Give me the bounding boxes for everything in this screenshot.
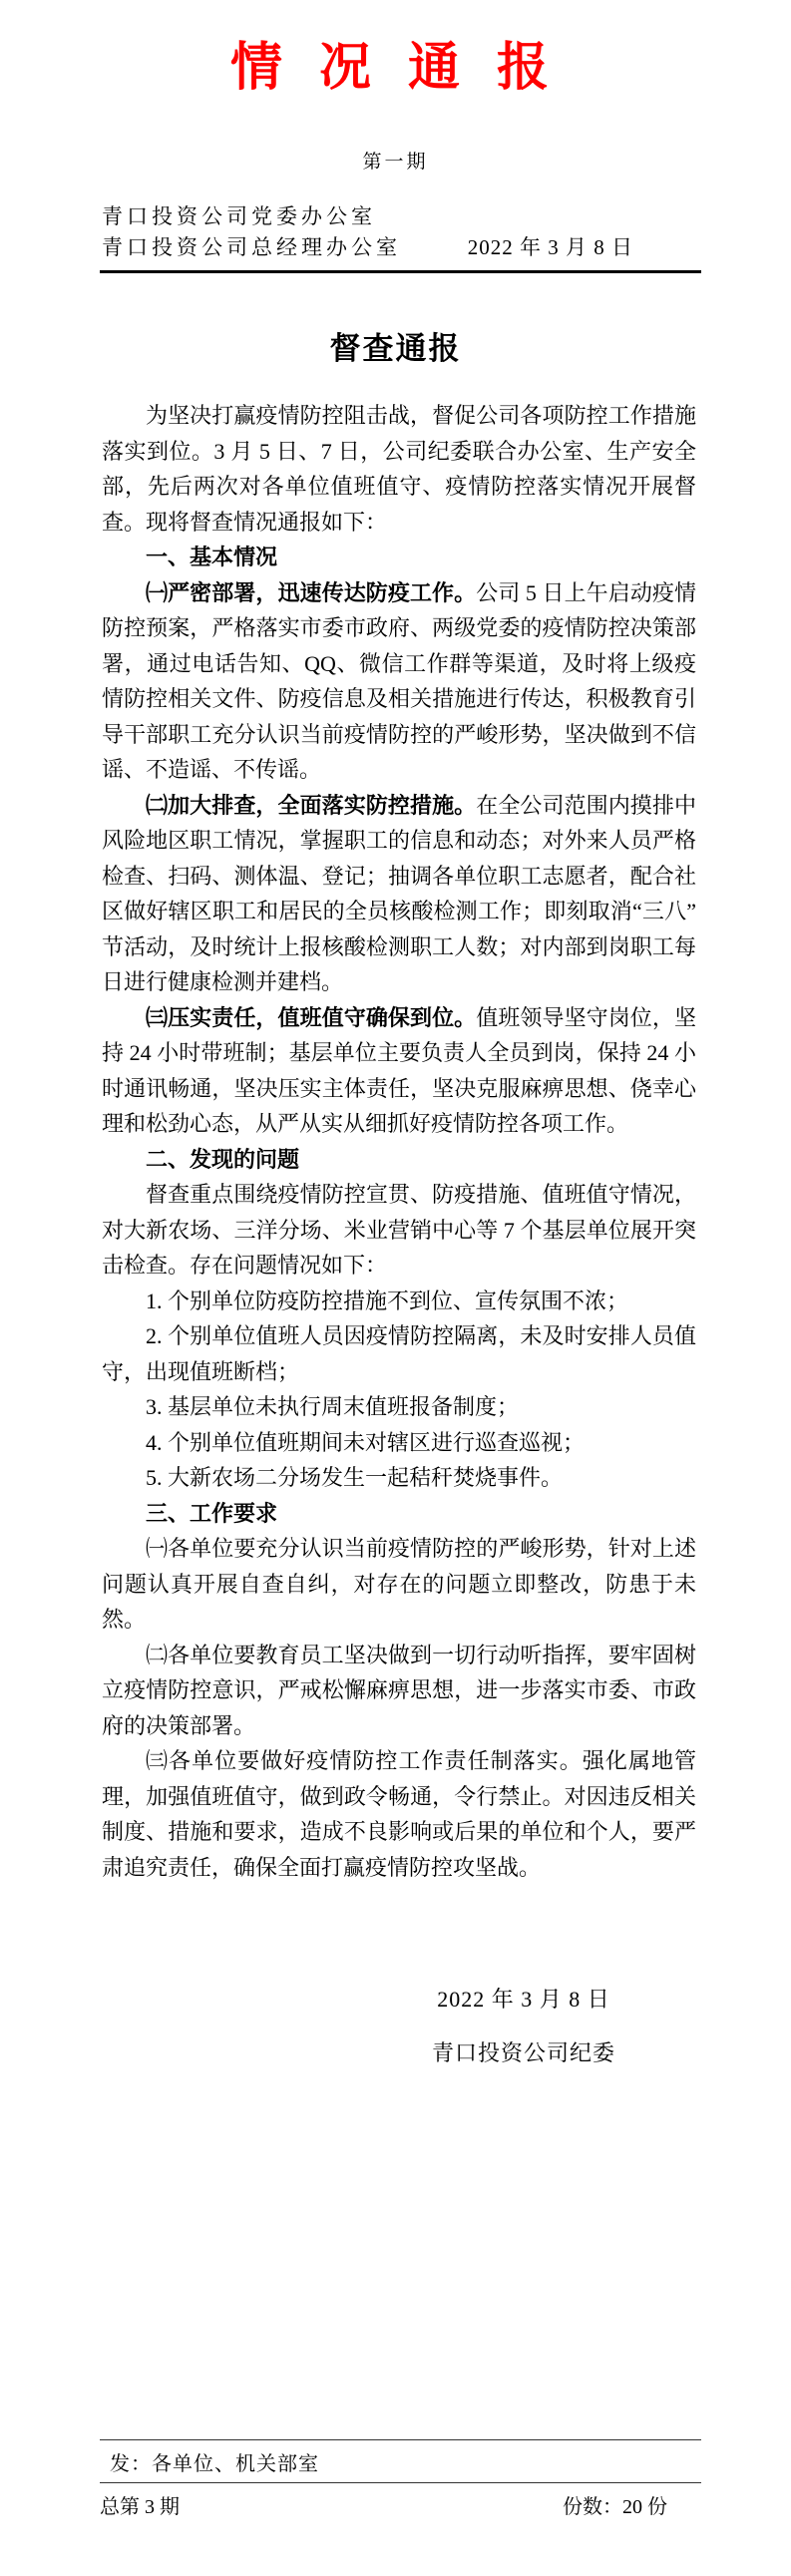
section-3-item-3: ㈢各单位要做好疫情防控工作责任制落实。强化属地管理，加强值班值守，做到政令畅通，令行禁止。对因违反相关制度、措施和要求，造成不良影响或后果的单位和个人，要严肃追究责任，确保全面打赢疫情防控攻坚战。: [102, 1748, 696, 1880]
masthead: [0, 0, 791, 101]
section-1-item-2-lead: ㈡加大排查，全面落实防控措施。: [146, 792, 477, 818]
issuer-block: [102, 201, 701, 263]
footer: [100, 2439, 701, 2519]
problem-item-5: 5. 大新农场二分场发生一起秸秆焚烧事件。: [146, 1465, 564, 1490]
section-1-item-2: [102, 788, 696, 1000]
section-1-item-3-text: 值班领导坚守岗位，坚持 24 小时带班制；基层单位主要负责人全员到岗，保持 24 小时通讯畅通，坚决压实主体责任，坚决克服麻痹思想、侥幸心理和松劲心态，从严从实从细抓好疫情防控各项工作。: [102, 1004, 696, 1136]
issuer-office-1: 青口投资公司党委办公室: [102, 204, 376, 228]
section-3-item-1: ㈠各单位要充分认识当前疫情防控的严峻形势，针对上述问题认真开展自查自纠，对存在的问题立即整改，防患于未然。: [102, 1536, 696, 1632]
footer-copies: 份数：20 份: [563, 2496, 667, 2518]
section-1-item-3-lead: ㈢压实责任，值班值守确保到位。: [146, 1004, 477, 1030]
header-date: 2022 年 3 月 8 日: [467, 235, 633, 259]
doc-title: 督查通报: [329, 331, 462, 366]
signature-date: 2022 年 3 月 8 日: [437, 1987, 610, 2012]
section-1-item-1-lead: ㈠严密部署，迅速传达防疫工作。: [146, 579, 477, 605]
issuer-office-2: 青口投资公司总经理办公室: [102, 235, 401, 259]
section-1-item-2-text: 在全公司范围内摸排中风险地区职工情况，掌握职工的信息和动态；对外来人员严格检查、扫码、测体温、登记；抽调各单位职工志愿者，配合社区做好辖区职工和居民的全员核酸检测工作；即刻取消“三八”节活动，及时统计上报核酸检测职工人数；对内部到岗职工每日进行健康检测并建档。: [102, 792, 696, 994]
problem-item-3: 3. 基层单位未执行周末值班报备制度；: [146, 1394, 520, 1419]
document-body: [102, 398, 696, 1885]
footer-issue-total: 总第 3 期: [100, 2496, 180, 2518]
intro-paragraph: 为坚决打赢疫情防控阻击战，督促公司各项防控工作措施落实到位。3 月 5 日、7 日，公司纪委联合办公室、生产安全部，先后两次对各单位值班值守、疫情防控落实情况开展督查。现将督查情况通报如下：: [102, 403, 696, 535]
section-1-heading: 一、基本情况: [146, 545, 278, 569]
signature-block: [432, 1973, 615, 2080]
section-1-item-1-text: 公司 5 日上午启动疫情防控预案，严格落实市委市政府、两级党委的疫情防控决策部署，通过电话告知、QQ、微信工作群等渠道，及时将上级疫情防控相关文件、防疫信息及相关措施进行传达，积极教育引导干部职工充分认识当前疫情防控的严峻形势，坚决做到不信谣、不造谣、不传谣。: [102, 579, 696, 782]
section-3-heading: 三、工作要求: [146, 1500, 278, 1526]
section-2-intro: 督查重点围绕疫情防控宣贯、防疫措施、值班值守情况，对大新农场、三洋分场、米业营销中心等 7 个基层单位展开突击检查。存在问题情况如下：: [102, 1182, 696, 1278]
problem-item-1: 1. 个别单位防疫防控措施不到位、宣传氛围不浓；: [146, 1288, 629, 1313]
masthead-title: 情 况 通 报: [229, 40, 561, 97]
section-2-heading: 二、发现的问题: [146, 1146, 300, 1172]
footer-cc-line: 发：各单位、机关部室: [100, 2439, 701, 2483]
section-3-item-2: ㈡各单位要教育员工坚决做到一切行动听指挥，要牢固树立疫情防控意识，严戒松懈麻痹思想，进一步落实市委、市政府的决策部署。: [102, 1642, 696, 1738]
footer-meta: [100, 2483, 701, 2519]
problem-item-2: 2. 个别单位值班人员因疫情防控隔离，未及时安排人员值守，出现值班断档；: [102, 1323, 696, 1384]
problem-item-4: 4. 个别单位值班期间未对辖区进行巡查巡视；: [146, 1429, 586, 1455]
section-1-item-3: [102, 1000, 696, 1142]
header-rule: [100, 270, 701, 273]
section-1-item-1: [102, 575, 696, 788]
issue-number: 第一期: [362, 152, 429, 173]
signature-org: 青口投资公司纪委: [431, 2040, 615, 2065]
